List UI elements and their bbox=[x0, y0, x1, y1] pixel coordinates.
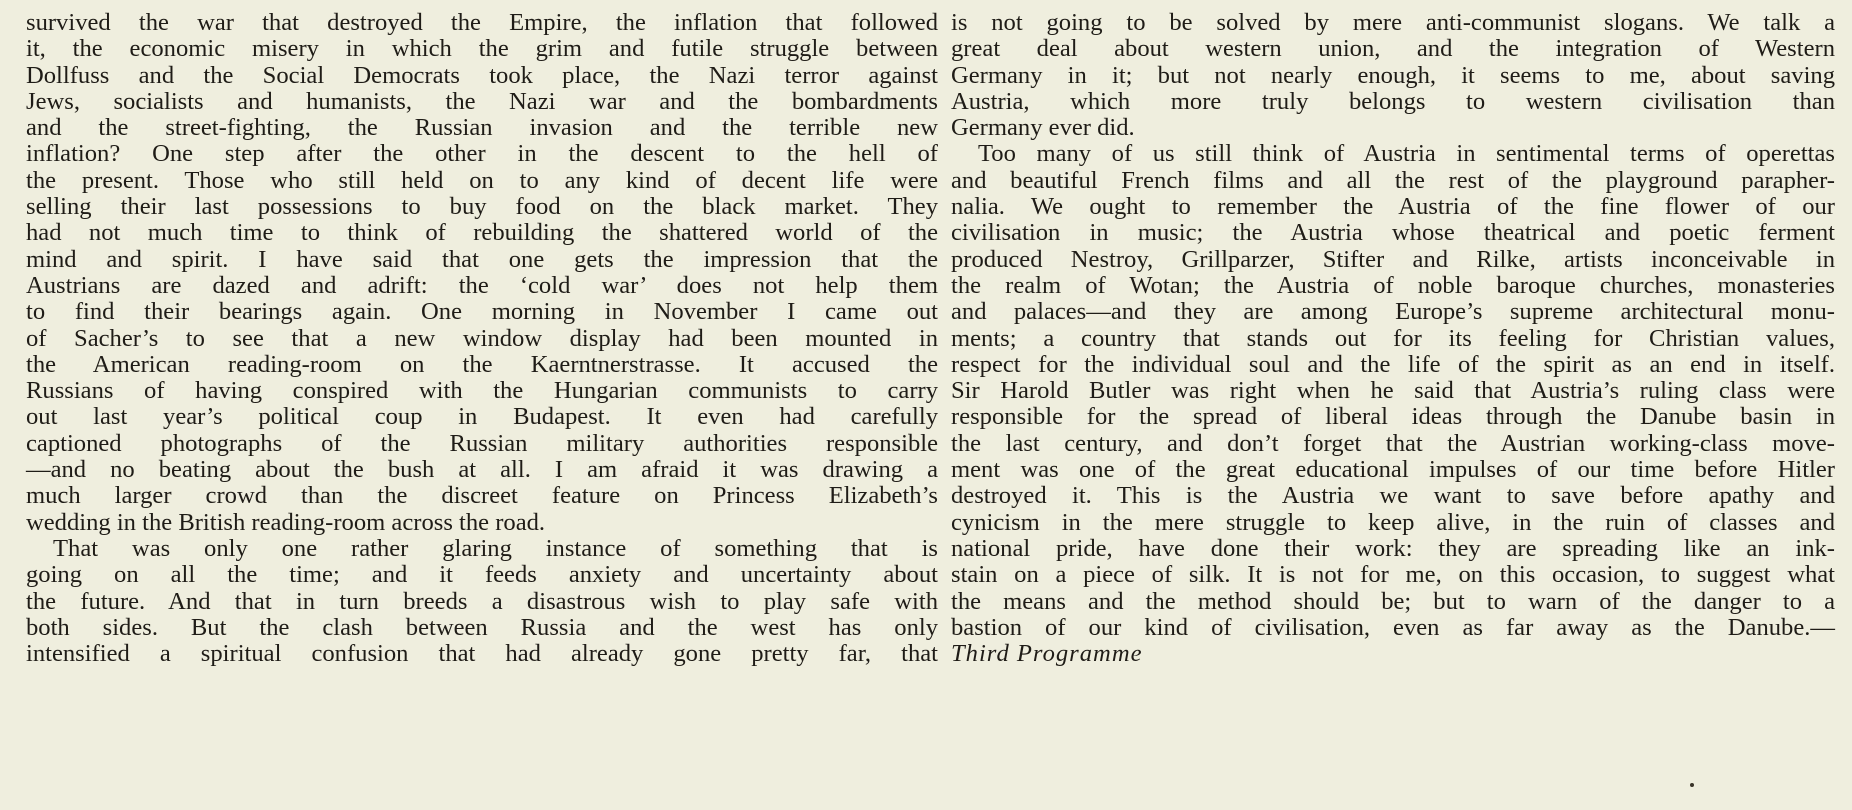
text-line: both sides. But the clash between Russia and the west has only bbox=[26, 613, 938, 641]
text-line: produced Nestroy, Grillparzer, Stifter and Rilke, artists inconceivable in bbox=[951, 245, 1835, 273]
text-line: the last century, and don’t forget that the Austrian working-class move- bbox=[951, 429, 1835, 457]
text-line: is not going to be solved by mere anti-communist slogans. We talk a bbox=[951, 9, 1835, 36]
text-line: Germany ever did. bbox=[951, 114, 1135, 142]
text-line: and palaces—and they are among Europe’s supreme architectural monu- bbox=[951, 298, 1835, 326]
text-line: much larger crowd than the discreet feature on Princess Elizabeth’s bbox=[26, 482, 938, 510]
text-line: the present. Those who still held on to any kind of decent life were bbox=[26, 166, 938, 194]
text-line: inflation? One step after the other in the descent to the hell of bbox=[26, 140, 938, 168]
text-line: national pride, have done their work: they are spreading like an ink- bbox=[951, 534, 1835, 562]
text-line: great deal about western union, and the integration of Western bbox=[951, 35, 1835, 63]
text-line: survived the war that destroyed the Empire, the inflation that followed bbox=[26, 9, 938, 36]
text-line: civilisation in music; the Austria whose theatrical and poetic ferment bbox=[951, 219, 1835, 247]
text-line: to find their bearings again. One morning in November I came out bbox=[26, 298, 938, 326]
text-line: Austrians are dazed and adrift: the ‘cold war’ does not help them bbox=[26, 271, 938, 299]
text-line: destroyed it. This is the Austria we want to save before apathy and bbox=[951, 482, 1835, 510]
text-line: it, the economic misery in which the grim and futile struggle between bbox=[26, 35, 938, 63]
text-line: had not much time to think of rebuilding the shattered world of the bbox=[26, 219, 938, 247]
left-column bbox=[26, 10, 938, 667]
text-line: out last year’s political coup in Budapest. It even had carefully bbox=[26, 403, 938, 431]
text-line: of Sacher’s to see that a new window display had been mounted in bbox=[26, 324, 938, 352]
text-line: ment was one of the great educational impulses of our time before Hitler bbox=[951, 456, 1835, 484]
text-line: —and no beating about the bush at all. I am afraid it was drawing a bbox=[26, 456, 938, 484]
text-line: respect for the individual soul and the life of the spirit as an end in itself. bbox=[951, 350, 1835, 378]
text-line: Jews, socialists and humanists, the Nazi war and the bombardments bbox=[26, 87, 938, 115]
signoff-source: Third Programme bbox=[951, 640, 1143, 668]
text-line: mind and spirit. I have said that one gets the impression that the bbox=[26, 245, 938, 273]
text-line: wedding in the British reading-room across the road. bbox=[26, 508, 546, 536]
text-line: ments; a country that stands out for its feeling for Christian values, bbox=[951, 324, 1835, 352]
text-line: selling their last possessions to buy food on the black market. They bbox=[26, 193, 938, 221]
text-line: That was only one rather glaring instance of something that is bbox=[53, 534, 938, 562]
text-line: Sir Harold Butler was right when he said that Austria’s ruling class were bbox=[951, 377, 1835, 405]
text-line: the realm of Wotan; the Austria of noble baroque churches, monasteries bbox=[951, 271, 1835, 299]
text-line: nalia. We ought to remember the Austria of the fine flower of our bbox=[951, 193, 1835, 221]
text-line: going on all the time; and it feeds anxiety and uncertainty about bbox=[26, 561, 938, 589]
text-line: Dollfuss and the Social Democrats took place, the Nazi terror against bbox=[26, 61, 938, 89]
text-line: stain on a piece of silk. It is not for me, on this occasion, to suggest what bbox=[951, 561, 1835, 589]
text-line: and the street-fighting, the Russian invasion and the terrible new bbox=[26, 114, 938, 142]
text-line: bastion of our kind of civilisation, even as far away as the Danube.— bbox=[951, 613, 1835, 641]
text-line: responsible for the spread of liberal ideas through the Danube basin in bbox=[951, 403, 1835, 431]
text-line: and beautiful French films and all the rest of the playground parapher- bbox=[951, 166, 1835, 194]
text-line: Germany in it; but not nearly enough, it seems to me, about saving bbox=[951, 61, 1835, 89]
right-column bbox=[951, 10, 1835, 667]
print-speck-decoration bbox=[1690, 783, 1694, 787]
text-line: the American reading-room on the Kaerntnerstrasse. It accused the bbox=[26, 350, 938, 378]
text-line: cynicism in the mere struggle to keep alive, in the ruin of classes and bbox=[951, 508, 1835, 536]
text-line: the means and the method should be; but to warn of the danger to a bbox=[951, 587, 1835, 615]
text-line: Austria, which more truly belongs to western civilisation than bbox=[951, 87, 1835, 115]
text-line: captioned photographs of the Russian military authorities responsible bbox=[26, 429, 938, 457]
text-line: the future. And that in turn breeds a disastrous wish to play safe with bbox=[26, 587, 938, 615]
text-line: Too many of us still think of Austria in sentimental terms of operettas bbox=[978, 140, 1835, 168]
text-line: Russians of having conspired with the Hungarian communists to carry bbox=[26, 377, 938, 405]
text-line: intensified a spiritual confusion that had already gone pretty far, that bbox=[26, 640, 938, 668]
